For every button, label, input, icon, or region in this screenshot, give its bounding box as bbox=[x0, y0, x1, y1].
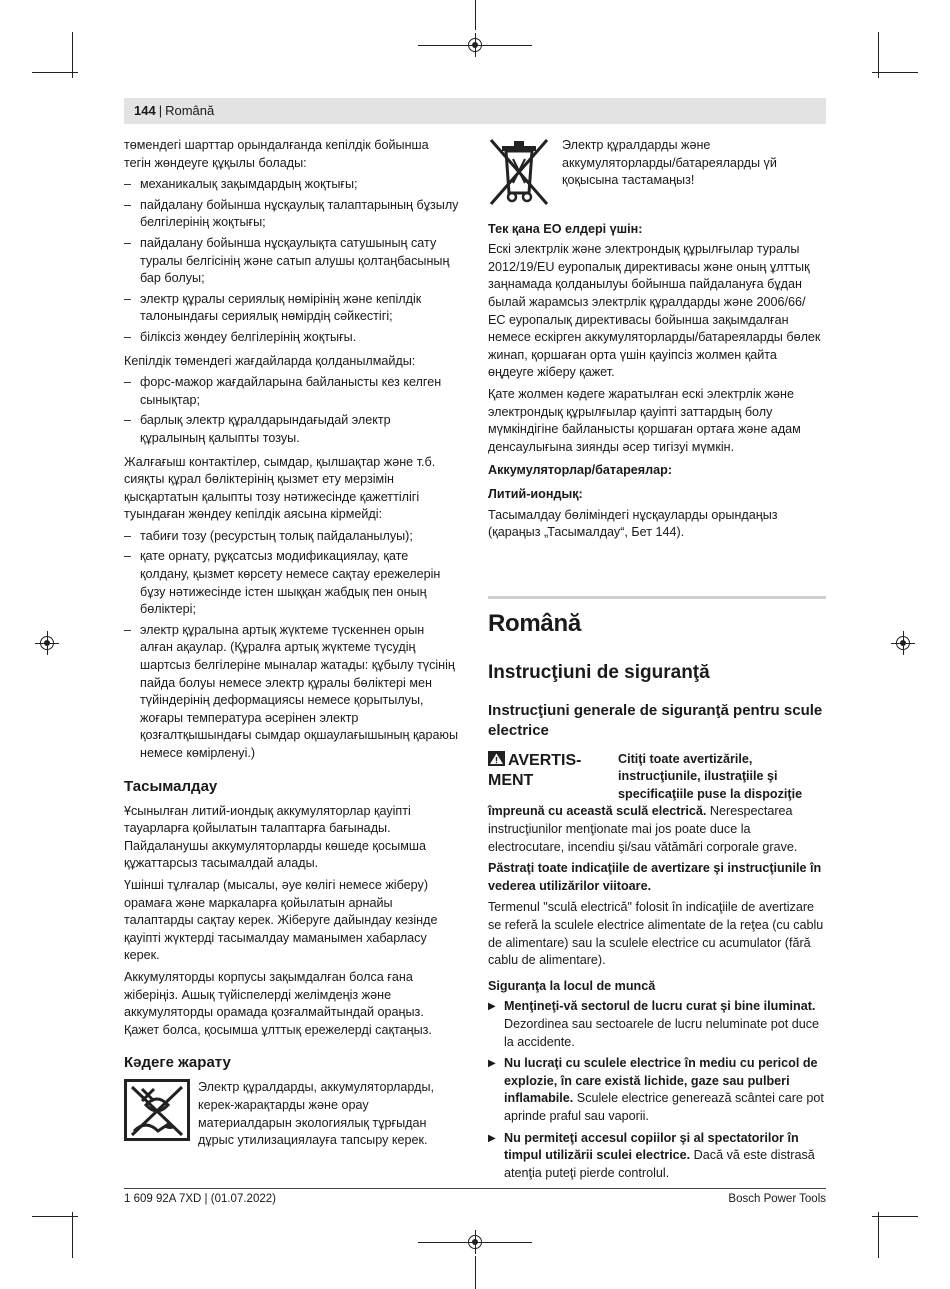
list-item: – электр құралы сериялық нөмірінің және кепілдік талонындағы сериялық нөмірдің сәйкестігі; bbox=[124, 291, 459, 326]
warning-label: AVERTIS-MENT bbox=[488, 751, 582, 789]
footer-code: 1 609 92A 7XD | (01.07.2022) bbox=[124, 1193, 276, 1205]
list-item: – табиғи тозу (ресурстың толық пайдаланылуы); bbox=[124, 528, 459, 546]
crossed-out-bin-icon bbox=[488, 137, 550, 213]
registration-mark-icon bbox=[468, 1235, 482, 1249]
list-item: – форс-мажор жағдайларына байланысты кез келген сынықтар; bbox=[124, 374, 459, 409]
footer-rule bbox=[124, 1188, 826, 1189]
header-separator: | bbox=[158, 103, 163, 118]
disposal-block bbox=[124, 1079, 459, 1149]
registration-mark-icon bbox=[40, 636, 54, 650]
list-item: – механикалық зақымдардың жоқтығы; bbox=[124, 176, 459, 194]
header-language: Română bbox=[165, 103, 215, 118]
left-column bbox=[124, 137, 459, 1154]
registration-mark-icon bbox=[468, 38, 482, 52]
bullet-bold: Nu permiteţi accesul copiilor şi al spectatorilor în timpul utilizării sculei electrice. bbox=[504, 1130, 799, 1163]
warranty-intro: төмендегі шарттар орындалғанда кепілдік бойынша тегін жөндеуге құқылы болады: bbox=[124, 138, 429, 170]
term-text: Termenul "sculă electrică" folosit în indicaţiile de avertizare se referă la sculele electrice alimentate de la reţea (cu cablu de alimentare) sau la sculele electrice cu acumulator (fără cablu de alimentare). bbox=[488, 900, 824, 968]
not-applicable-intro: Кепілдік төмендегі жағдайларда қолданылмайды: bbox=[124, 353, 416, 368]
workplace-heading: Siguranţa la locul de muncă bbox=[488, 978, 656, 993]
warning-badge bbox=[488, 751, 610, 791]
warning-block bbox=[488, 751, 826, 857]
list-item: – қате орнату, рұқсатсыз модификациялау, қате қолдану, қызмет көрсету немесе сақтау ережелерін бұзу нәтижесінде істен шыққан жабдық пен оның бөліктері; bbox=[124, 548, 459, 618]
recycle-disposal-icon bbox=[124, 1079, 190, 1147]
right-column bbox=[488, 137, 826, 1186]
language-title: Română bbox=[488, 609, 581, 637]
general-safety-title: Instrucţiuni generale de siguranţă pentru scule electrice bbox=[488, 701, 823, 739]
bin-block bbox=[488, 137, 826, 213]
section-divider bbox=[488, 596, 826, 599]
paragraph: Қате жолмен кәдеге жаратылған ескі электрлік және электрондық құрылғылар қауіпті заттардың болу мүмкіндігіне байланысты қоршаған ортаға және адам денсаулығына зиянды әсер тигізуі мүмкін. bbox=[488, 386, 801, 454]
list-item bbox=[488, 1130, 826, 1183]
wear-list bbox=[124, 528, 459, 763]
warning-triangle-icon bbox=[488, 751, 505, 766]
crop-mark bbox=[475, 1256, 476, 1289]
keep-instructions-text: Păstraţi toate indicaţiile de avertizare şi instrucţiunile în vederea utilizărilor viitoare. bbox=[488, 861, 822, 893]
crop-mark bbox=[878, 1212, 879, 1258]
warning-bold-text: Citiţi toate avertizările, instrucţiunile, ilustraţiile şi specificaţiile puse la dispoziţie împreună cu această sculă electrică. bbox=[488, 751, 803, 819]
bullet-text: Dezordinea sau sectoarele de lucru neluminate pot duce la accidente. bbox=[504, 1017, 820, 1049]
crop-mark bbox=[872, 72, 918, 73]
bin-text: Электр құралдарды және аккумуляторларды/батареяларды үй қоқысына тастамаңыз! bbox=[562, 138, 777, 188]
warranty-conditions-list bbox=[124, 176, 459, 346]
paragraph: Үшінші тұлғалар (мысалы, әуе көлігі немесе жіберу) орамаға және маркаларға қойылатын арнайы талаптарды сақтау керек. Жіберуге дайындау кезінде қауіпті жүктерді тасымалдау маманымен хабарласу керек. bbox=[124, 877, 438, 963]
warning-rest-text: Nerespectarea instrucţiunilor menţionate mai jos poate duce la electrocutare, incendiu şi/sau vătămări corporale grave. bbox=[488, 804, 798, 854]
list-item: – пайдалану бойынша нұсқаулықта сатушының сату туралы белгісінің және сатып алушы қолтаңбасының бар болуы; bbox=[124, 235, 459, 288]
crop-mark bbox=[872, 1216, 918, 1217]
paragraph: Аккумуляторды корпусы зақымдалған болса ғана жіберіңіз. Ашық түйіспелерді желімдеңіз және аккумуляторды орамада қозғалмайтындай ораңыз. Қажет болса, қосымша ұлттық ережелерді сақтаңыз. bbox=[124, 969, 432, 1037]
liion-heading: Литий-иондық: bbox=[488, 486, 583, 501]
crop-mark bbox=[72, 1212, 73, 1258]
paragraph: Ескі электрлік және электрондық құрылғылар туралы 2012/19/EU еуропалық директивасы және оның ұлттық заңнамада қолданылуы бойынша пайдалануға бұдан былай жарамсыз электрлік құралдарды және 2006/66/ ЕС еуропалық директивасы бойынша зақымдалған немесе ескірген аккумуляторларды/батареяларды бөлек жинап, қоршаған орта үшін қауіпсіз жолмен қайта өңдеуге жіберу қажет. bbox=[488, 242, 821, 380]
transport-heading: Тасымалдау bbox=[124, 777, 218, 795]
list-item: – электр құралына артық жүктеме түскеннен орын алған ақаулар. (Құралға артық жүктеме түсудің шартсыз белгілеріне мыналар жатады: құбылу түсінің пайда болуы немесе электр құралы бөліктері мен түйіндерінің деформациясы немесе қорытылуы, жоғары температура әсерінен электр қозғалтқышындағы сымдар оқшаулағышының қараюы немесе көмірленуі.) bbox=[124, 622, 459, 763]
list-item: – пайдалану бойынша нұсқаулық талаптарының бұзылу белгілерінің жоқтығы; bbox=[124, 197, 459, 232]
not-applicable-list bbox=[124, 374, 459, 447]
crop-mark bbox=[32, 72, 78, 73]
bullet-bold: Nu lucraţi cu sculele electrice în mediu cu pericol de explozie, în care există lichide, gaze sau pulberi inflamabile. bbox=[504, 1056, 818, 1106]
crop-mark bbox=[32, 1216, 78, 1217]
safety-title: Instrucţiuni de siguranţă bbox=[488, 661, 710, 683]
paragraph: Тасымалдау бөліміндегі нұсқауларды орындаңыз (қараңыз „Тасымалдау“, Бет 144). bbox=[488, 507, 778, 540]
crop-mark bbox=[475, 0, 476, 30]
list-item: – біліксіз жөндеу белгілерінің жоқтығы. bbox=[124, 329, 459, 347]
list-item bbox=[488, 1055, 826, 1125]
wear-intro: Жалғағыш контактілер, сымдар, қылшақтар және т.б. сияқты құрал бөліктерінің қызмет ету мерзімін қысқартатын қалыпты тозу нәтижесінде қажеттілігі туындаған жөндеу кепілдік аясына кірмейді: bbox=[124, 454, 436, 522]
page-header bbox=[124, 98, 826, 124]
eu-heading: Тек қана ЕО елдері үшін: bbox=[488, 221, 643, 236]
disposal-heading: Кәдеге жарату bbox=[124, 1054, 231, 1072]
paragraph: Ұсынылған литий-иондық аккумуляторлар қауіпті тауарларға қойылатын талаптарға бағынады. Пайдаланушы аккумуляторларды көшеде қосымша құжаттарсыз тасымалдай алады. bbox=[124, 803, 427, 871]
bullet-text: Sculele electrice generează scântei care pot aprinde praful sau vaporii. bbox=[504, 1091, 824, 1123]
registration-mark-icon bbox=[896, 636, 910, 650]
footer-brand: Bosch Power Tools bbox=[728, 1193, 826, 1205]
page-number: 144 bbox=[134, 103, 156, 118]
bullet-text: Dacă vă este distrasă atenţia puteţi pierde controlul. bbox=[504, 1148, 815, 1180]
bullet-bold: Menţineţi-vă sectorul de lucru curat şi bine iluminat. bbox=[504, 999, 816, 1014]
disposal-text: Электр құралдарды, аккумуляторларды, керек-жарақтарды және орау материалдарын экологиялық тұрғыдан дұрыс утилизациялауға тапсыру керек. bbox=[198, 1080, 435, 1148]
list-item: – барлық электр құралдарындағыдай электр құралының қалыпты тозуы. bbox=[124, 412, 459, 447]
battery-heading: Аккумуляторлар/батареялар: bbox=[488, 463, 673, 478]
list-item bbox=[488, 998, 826, 1051]
